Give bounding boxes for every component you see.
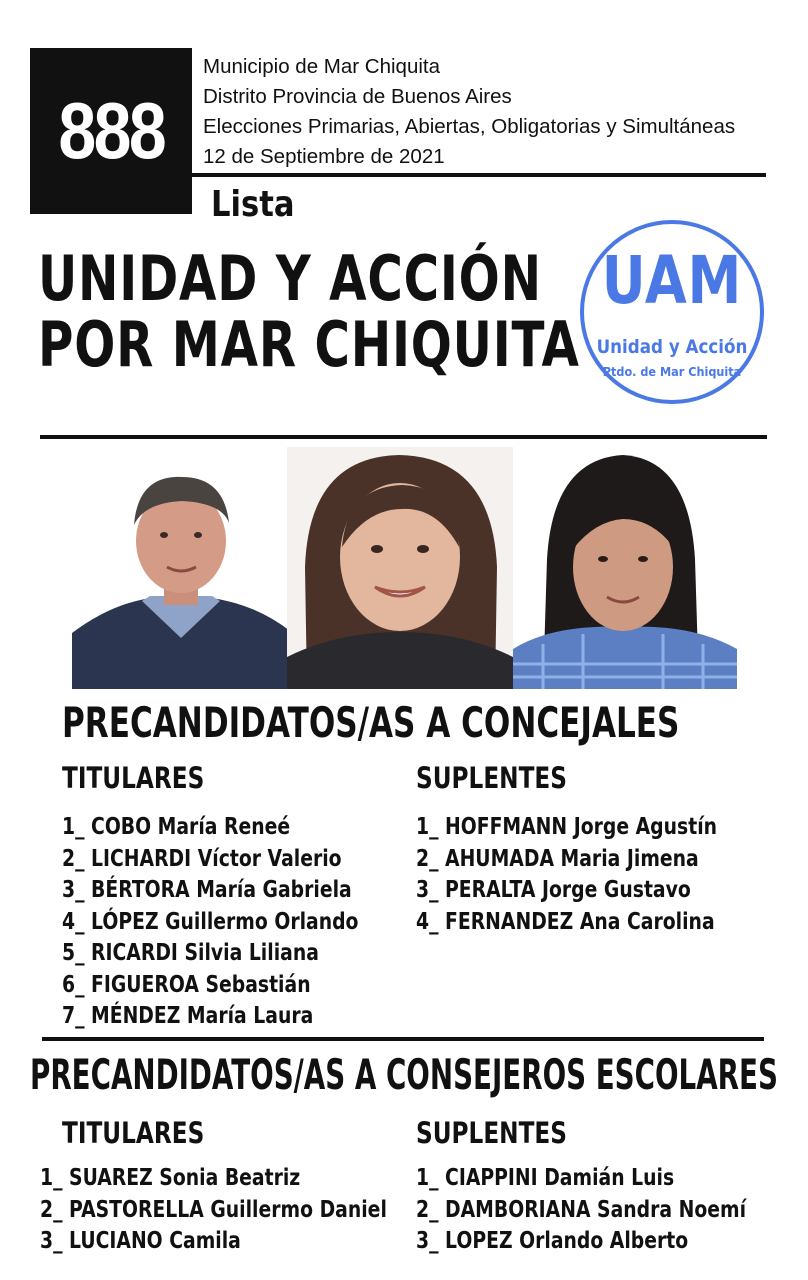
concejales-suplentes-list: [416, 811, 792, 937]
concejales-title: PRECANDIDATOS/AS A CONCEJALES: [62, 698, 680, 747]
list-item: 2_ AHUMADA Maria Jimena: [416, 843, 699, 872]
logo-district: Ptdo. de Mar Chiquita: [602, 364, 742, 379]
list-item: 3_ LOPEZ Orlando Alberto: [416, 1226, 689, 1254]
candidate-photo-3: [513, 449, 737, 689]
party-name-line-2: POR MAR CHIQUITA: [38, 308, 580, 381]
list-number-box: [30, 48, 192, 214]
election-type-line: Elecciones Primarias, Abiertas, Obligatorias y Simultáneas: [203, 115, 736, 138]
concejales-titulares-list: [62, 811, 433, 1032]
candidate-photo-2: [287, 447, 513, 689]
logo-name: Unidad y Acción: [596, 336, 748, 358]
list-item: 2_ PASTORELLA Guillermo Daniel: [40, 1194, 387, 1223]
list-item: 5_ RICARDI Silvia Liliana: [62, 938, 319, 966]
party-logo: [580, 220, 764, 404]
list-item: 4_ FERNANDEZ Ana Carolina: [416, 906, 715, 935]
list-item: 4_ LÓPEZ Guillermo Orlando: [62, 906, 359, 935]
list-item: 7_ MÉNDEZ María Laura: [62, 1001, 314, 1029]
list-item: 2_ DAMBORIANA Sandra Noemí: [416, 1194, 747, 1223]
divider-top: [40, 435, 767, 439]
list-item: 1_ SUAREZ Sonia Beatriz: [40, 1163, 301, 1191]
header-divider: [192, 173, 766, 177]
divider-middle: [42, 1037, 764, 1041]
consejeros-titulares-heading: TITULARES: [62, 1116, 205, 1150]
candidate-photo-1: [72, 463, 290, 689]
list-item: 3_ LUCIANO Camila: [40, 1226, 241, 1254]
list-item: 3_ BÉRTORA María Gabriela: [62, 875, 352, 903]
concejales-suplentes-heading: SUPLENTES: [416, 761, 567, 795]
election-info: [203, 52, 735, 172]
consejeros-titulares-list: [40, 1162, 474, 1257]
district-line: Distrito Provincia de Buenos Aires: [203, 85, 512, 108]
logo-acronym: UAM: [601, 242, 743, 319]
election-date-line: 12 de Septiembre de 2021: [203, 145, 445, 168]
list-item: 2_ LICHARDI Víctor Valerio: [62, 843, 342, 872]
lista-label: Lista: [211, 184, 295, 225]
party-name-line-1: UNIDAD Y ACCIÓN: [38, 242, 542, 315]
concejales-titulares-heading: TITULARES: [62, 761, 205, 795]
list-item: 3_ PERALTA Jorge Gustavo: [416, 875, 691, 903]
consejeros-suplentes-heading: SUPLENTES: [416, 1116, 567, 1150]
list-item: 6_ FIGUEROA Sebastián: [62, 969, 311, 998]
list-item: 1_ HOFFMANN Jorge Agustín: [416, 812, 718, 840]
list-number: 888: [58, 86, 164, 175]
list-item: 1_ CIAPPINI Damián Luis: [416, 1163, 675, 1191]
consejeros-suplentes-list: [416, 1162, 808, 1257]
municipality-line: Municipio de Mar Chiquita: [203, 55, 441, 78]
list-item: 1_ COBO María Reneé: [62, 812, 291, 840]
consejeros-title: PRECANDIDATOS/AS A CONSEJEROS ESCOLARES: [30, 1050, 778, 1099]
